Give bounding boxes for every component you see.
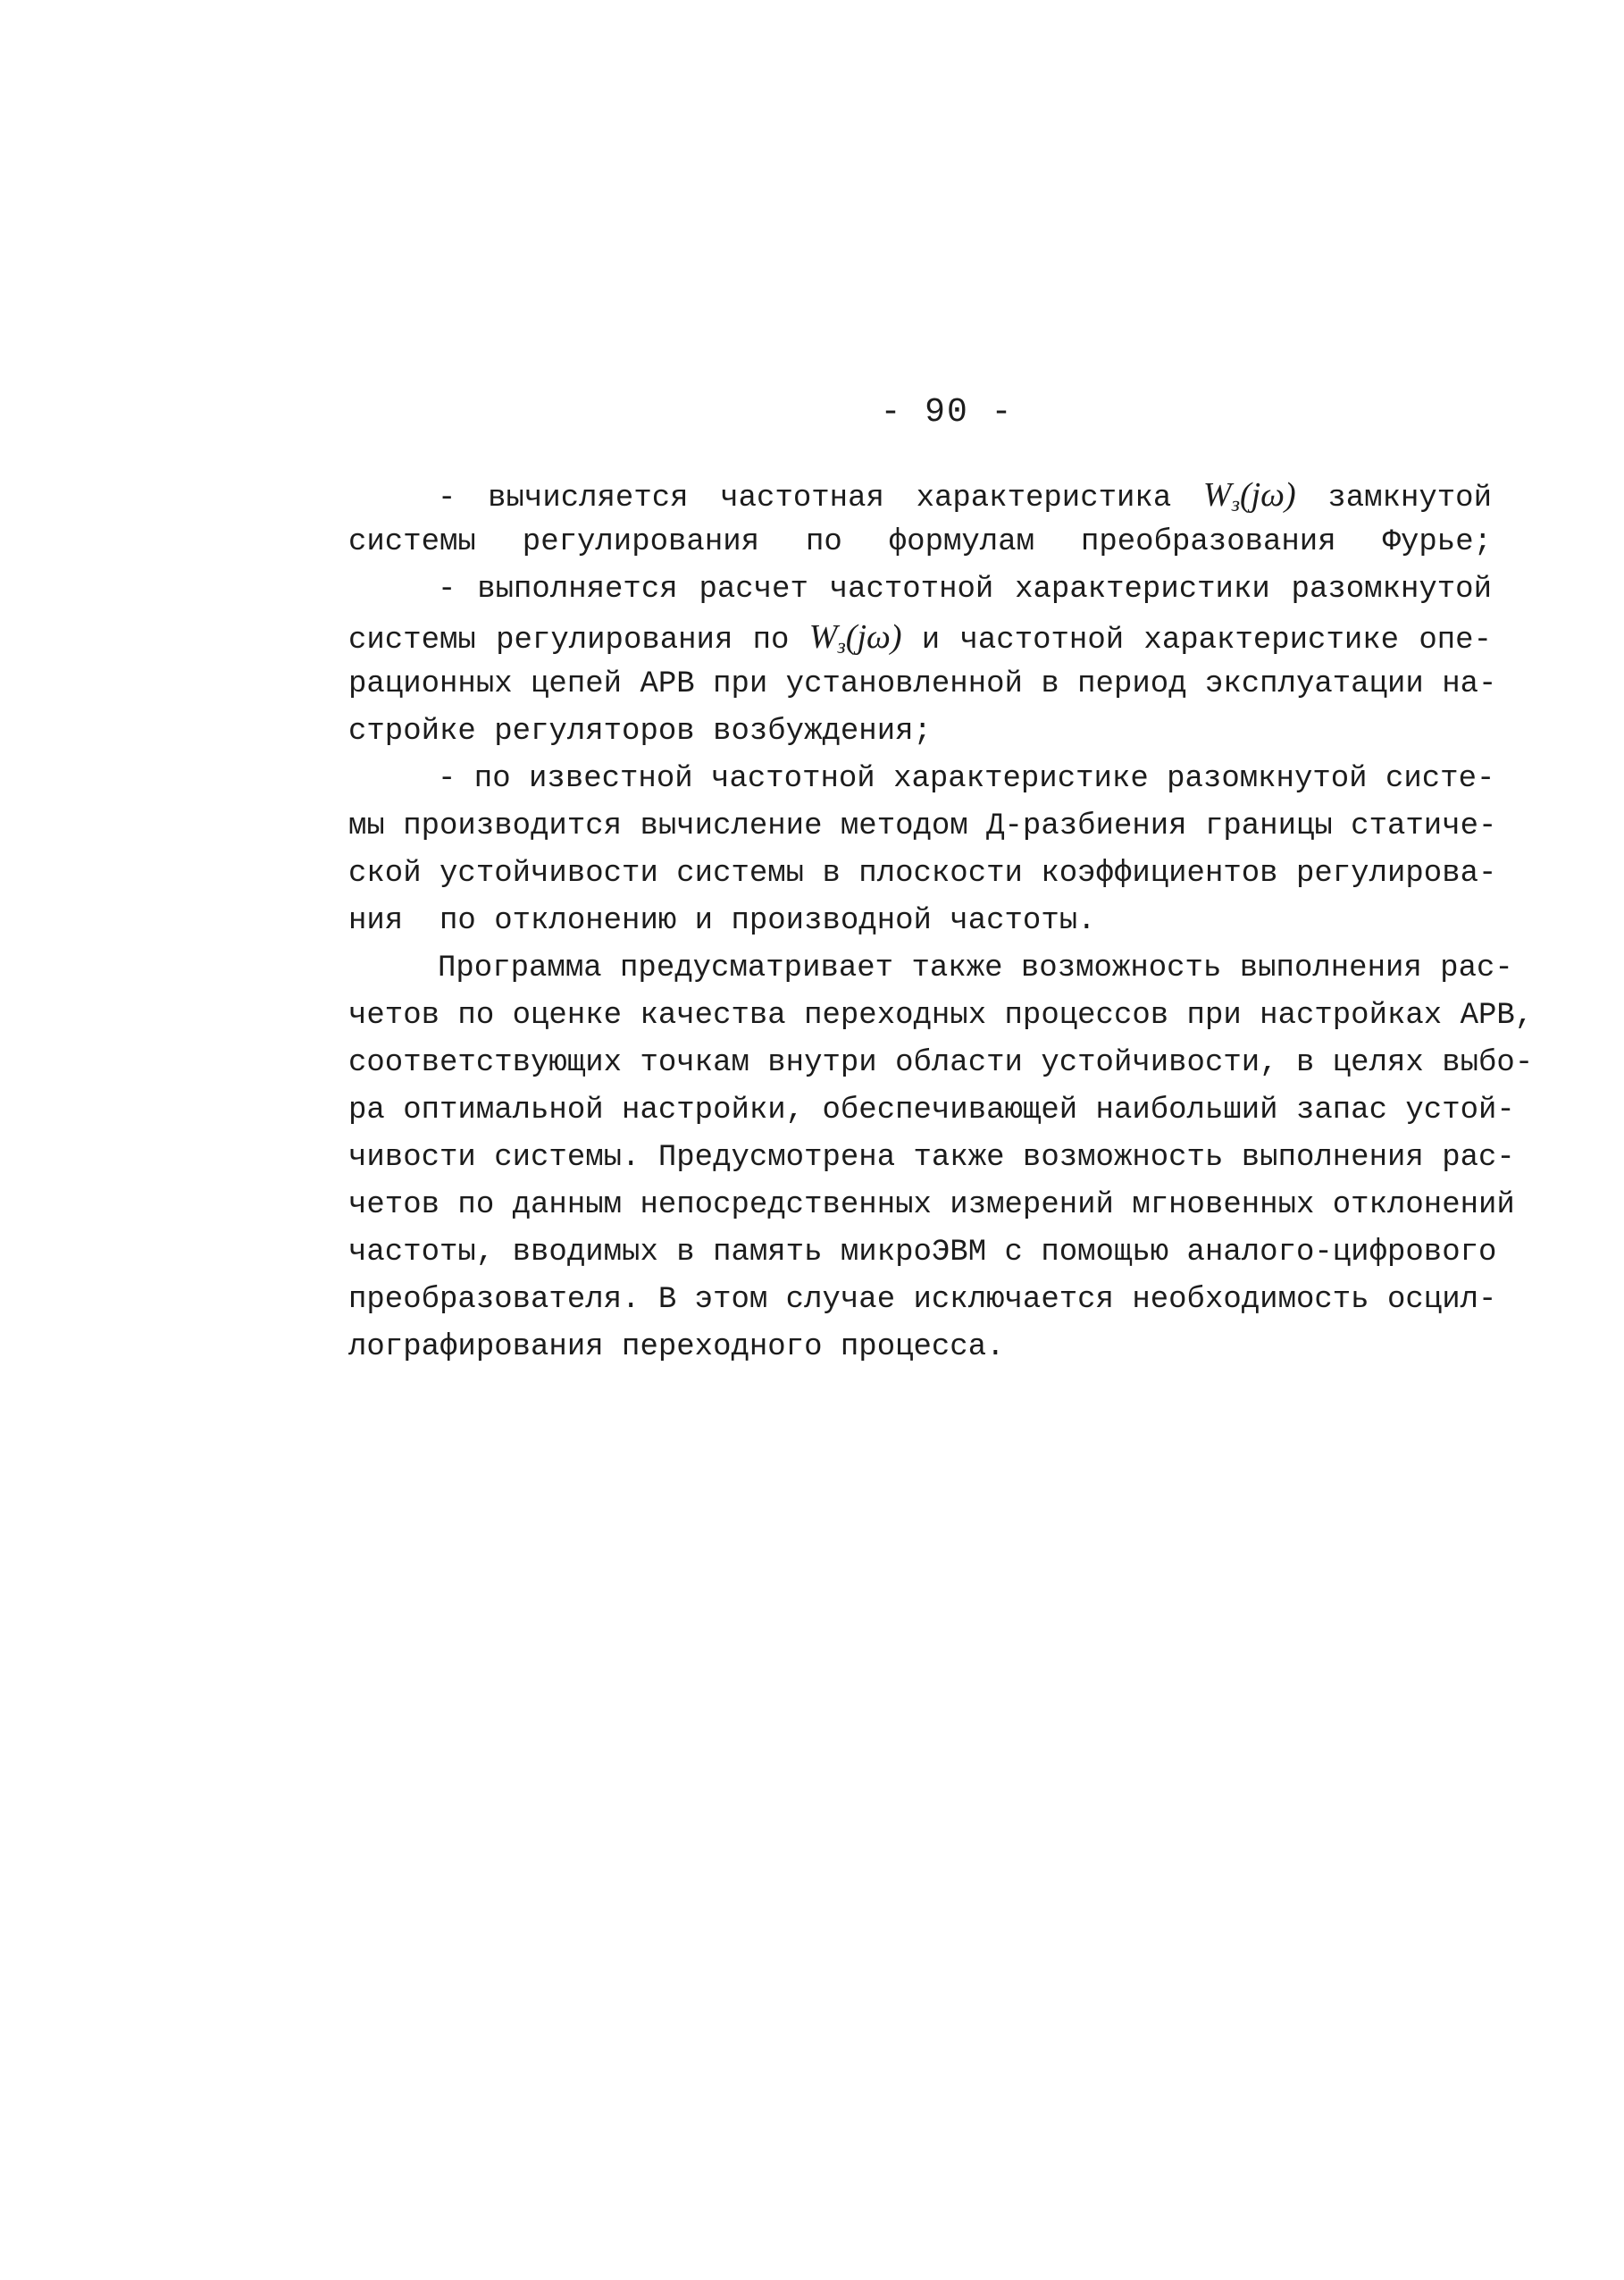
formula-w-open: $W_з(j\omega)$ (808, 618, 902, 658)
text-line-7: - по известной частотной характеристике разомкнутой систе- (438, 762, 1495, 796)
text-line-3: - выполняется расчет частотной характеристики разомкнутой (438, 573, 1492, 607)
text-line-2: системы регулирования по формулам преобразования Фурье; (348, 525, 1492, 559)
text-line-11: Программа предусматривает также возможность выполнения рас- (438, 951, 1513, 985)
text-line-1 (348, 472, 1492, 519)
text-line-14: ра оптимальной настройки, обеспечивающей наибольший запас устой- (348, 1094, 1515, 1127)
text-line-18: преобразователя. В этом случае исключается необходимость осцил- (348, 1283, 1497, 1317)
text-line-4 (348, 614, 1492, 661)
formula-w-closed: $W_з(j\omega)$ (1202, 476, 1296, 516)
text-line-12: четов по оценке качества переходных процессов при настройках АРВ, (348, 999, 1534, 1033)
text-line-1b: замкнутой (1327, 482, 1492, 516)
body-text (348, 472, 1534, 1371)
text-line-15: чивости системы. Предусмотрена также возможность выполнения рас- (348, 1141, 1515, 1175)
text-line-8: мы производится вычисление методом Д-разбиения границы статиче- (348, 809, 1497, 843)
text-line-4b: и частотной характеристике опе- (921, 624, 1492, 658)
text-line-1a: - вычисляется частотная характеристика (438, 482, 1172, 516)
text-line-10: ния по отклонению и производной частоты. (348, 904, 1096, 938)
text-line-5: рационных цепей АРВ при установленной в период эксплуатации на- (348, 667, 1497, 701)
page-number: - 90 - (880, 393, 1014, 432)
text-line-17: частоты, вводимых в память микроЭВМ с помощью аналого-цифрового (348, 1236, 1497, 1270)
text-line-9: ской устойчивости системы в плоскости коэффициентов регулирова- (348, 857, 1497, 891)
text-line-16: четов по данным непосредственных измерений мгновенных отклонений (348, 1188, 1515, 1222)
text-line-13: соответствующих точкам внутри области устойчивости, в целях выбо- (348, 1046, 1534, 1080)
text-line-6: стройке регуляторов возбуждения; (348, 715, 932, 749)
text-line-4a: системы регулирования по (348, 624, 790, 658)
text-line-19: лографирования переходного процесса. (348, 1330, 1005, 1364)
